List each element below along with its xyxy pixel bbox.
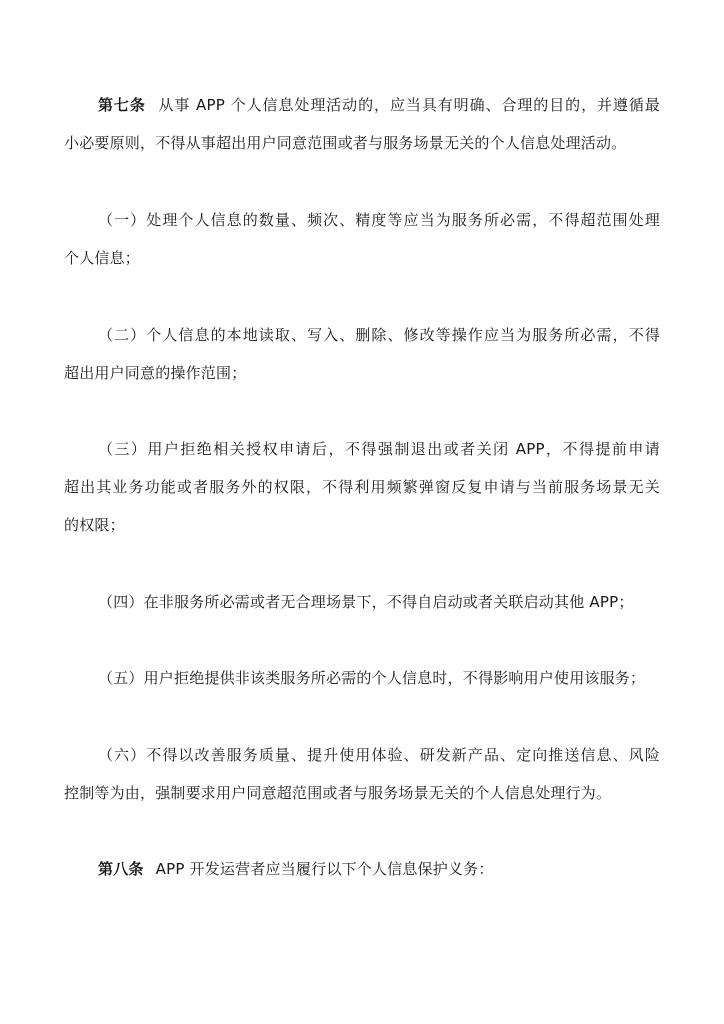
item-3-paragraph (64, 430, 660, 544)
item-4-paragraph (64, 583, 660, 621)
item-5-paragraph (64, 659, 660, 697)
item-5-line-1: （五）用户拒绝提供非该类服务所必需的个人信息时，不得影响用户使用该服务； (98, 669, 646, 687)
article-7-heading: 第七条 (98, 96, 146, 114)
article-7-line-1 (64, 86, 660, 124)
item-6-paragraph (64, 736, 660, 812)
article-7-text-1: 从事 APP 个人信息处理活动的，应当具有明确、合理的目的，并遵循最 (157, 96, 660, 114)
item-3-line-2: 超出其业务功能或者服务外的权限，不得利用频繁弹窗反复申请与当前服务场景无关 (64, 478, 660, 496)
item-6-line-2: 控制等为由，强制要求用户同意超范围或者与服务场景无关的个人信息处理行为。 (64, 784, 612, 802)
item-2-line-2: 超出用户同意的操作范围； (64, 364, 247, 382)
item-1-paragraph (64, 201, 660, 277)
article-8-text-1: APP 开发运营者应当履行以下个人信息保护义务： (155, 860, 494, 878)
item-3-line-3: 的权限； (64, 516, 125, 534)
article-8-paragraph (64, 850, 660, 888)
item-6-line-1: （六）不得以改善服务质量、提升使用体验、研发新产品、定向推送信息、风险 (98, 746, 660, 764)
item-1-line-2: 个人信息； (64, 249, 141, 267)
item-2-paragraph (64, 316, 660, 392)
article-7-paragraph (64, 86, 660, 162)
item-3-line-1: （三）用户拒绝相关授权申请后，不得强制退出或者关闭 APP，不得提前申请 (98, 440, 660, 458)
article-7-line-2: 小必要原则，不得从事超出用户同意范围或者与服务场景无关的个人信息处理活动。 (64, 134, 627, 152)
item-2-line-1: （二）个人信息的本地读取、写入、删除、修改等操作应当为服务所必需，不得 (98, 326, 660, 344)
article-8-heading: 第八条 (98, 860, 144, 878)
item-1-line-1: （一）处理个人信息的数量、频次、精度等应当为服务所必需，不得超范围处理 (98, 211, 660, 229)
article-8-line-1 (64, 850, 660, 888)
item-4-line-1: （四）在非服务所必需或者无合理场景下，不得自启动或者关联启动其他 APP； (98, 593, 634, 611)
